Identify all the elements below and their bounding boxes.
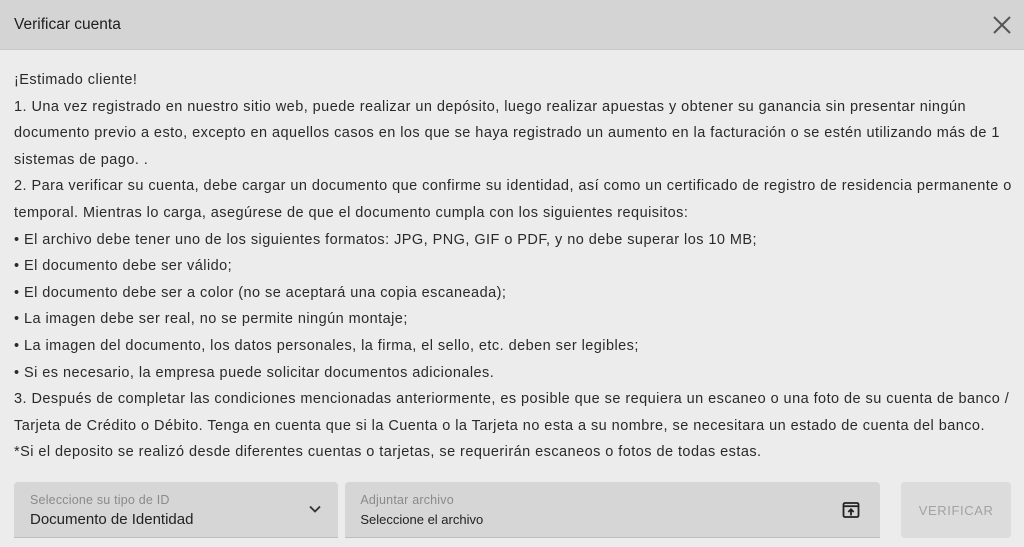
requirement-item: • El documento debe ser válido; bbox=[14, 258, 233, 275]
verify-button[interactable]: VERIFICAR bbox=[901, 482, 1011, 538]
id-type-value: Documento de Identidad bbox=[30, 511, 194, 528]
id-type-select[interactable] bbox=[14, 482, 338, 538]
requirement-item: • El archivo debe tener uno de los siguientes formatos: JPG, PNG, GIF o PDF, y no debe superar los 10 MB; bbox=[14, 231, 758, 248]
text-line: temporal. Mientras lo carga, asegúrese de que el documento cumpla con los siguientes requisitos: bbox=[14, 204, 689, 221]
text-line: sistemas de pago. . bbox=[14, 151, 149, 168]
dialog-content bbox=[0, 50, 1024, 466]
attachment-label: Adjuntar archivo bbox=[360, 493, 454, 507]
text-line: 3. Después de completar las condiciones mencionadas anteriormente, es posible que se requiera un escaneo o una foto de su cuenta de banco / bbox=[14, 391, 1010, 408]
close-icon bbox=[993, 16, 1011, 34]
file-attachment-field[interactable] bbox=[345, 482, 880, 538]
text-line: 1. Una vez registrado en nuestro sitio web, puede realizar un depósito, luego realizar apuestas y obtener su ganancia sin presentar ningún bbox=[14, 98, 966, 115]
form-footer bbox=[14, 482, 1011, 538]
upload-icon[interactable] bbox=[842, 501, 860, 519]
requirement-item: • La imagen debe ser real, no se permite ningún montaje; bbox=[14, 311, 408, 328]
attachment-value: Seleccione el archivo bbox=[360, 512, 484, 527]
dialog-header bbox=[0, 0, 1024, 50]
requirement-item: • La imagen del documento, los datos personales, la firma, el sello, etc. deben ser legibles; bbox=[14, 337, 639, 354]
text-line: 2. Para verificar su cuenta, debe cargar un documento que confirme su identidad, así como un certificado de registro de residencia permanente o bbox=[14, 178, 1012, 195]
text-line: documento previo a esto, excepto en aquellos casos en los que se haya registrado un aumento en la facturación o se estén utilizando más de 1 bbox=[14, 125, 1000, 142]
chevron-down-icon bbox=[308, 502, 322, 516]
close-button[interactable] bbox=[980, 0, 1024, 50]
dialog-title: Verificar cuenta bbox=[14, 15, 121, 33]
text-line: *Si el deposito se realizó desde diferentes cuentas o tarjetas, se requerirán escaneos o fotos de todas estas. bbox=[14, 444, 762, 461]
text-line: Tarjeta de Crédito o Débito. Tenga en cuenta que si la Cuenta o la Tarjeta no esta a su nombre, se necesitara un estado de cuenta del banco. bbox=[14, 417, 985, 434]
id-type-label: Seleccione su tipo de ID bbox=[30, 493, 170, 507]
requirement-item: • El documento debe ser a color (no se aceptará una copia escaneada); bbox=[14, 284, 507, 301]
greeting-line: ¡Estimado cliente! bbox=[14, 72, 138, 88]
requirement-item: • Si es necesario, la empresa puede solicitar documentos adicionales. bbox=[14, 364, 495, 381]
